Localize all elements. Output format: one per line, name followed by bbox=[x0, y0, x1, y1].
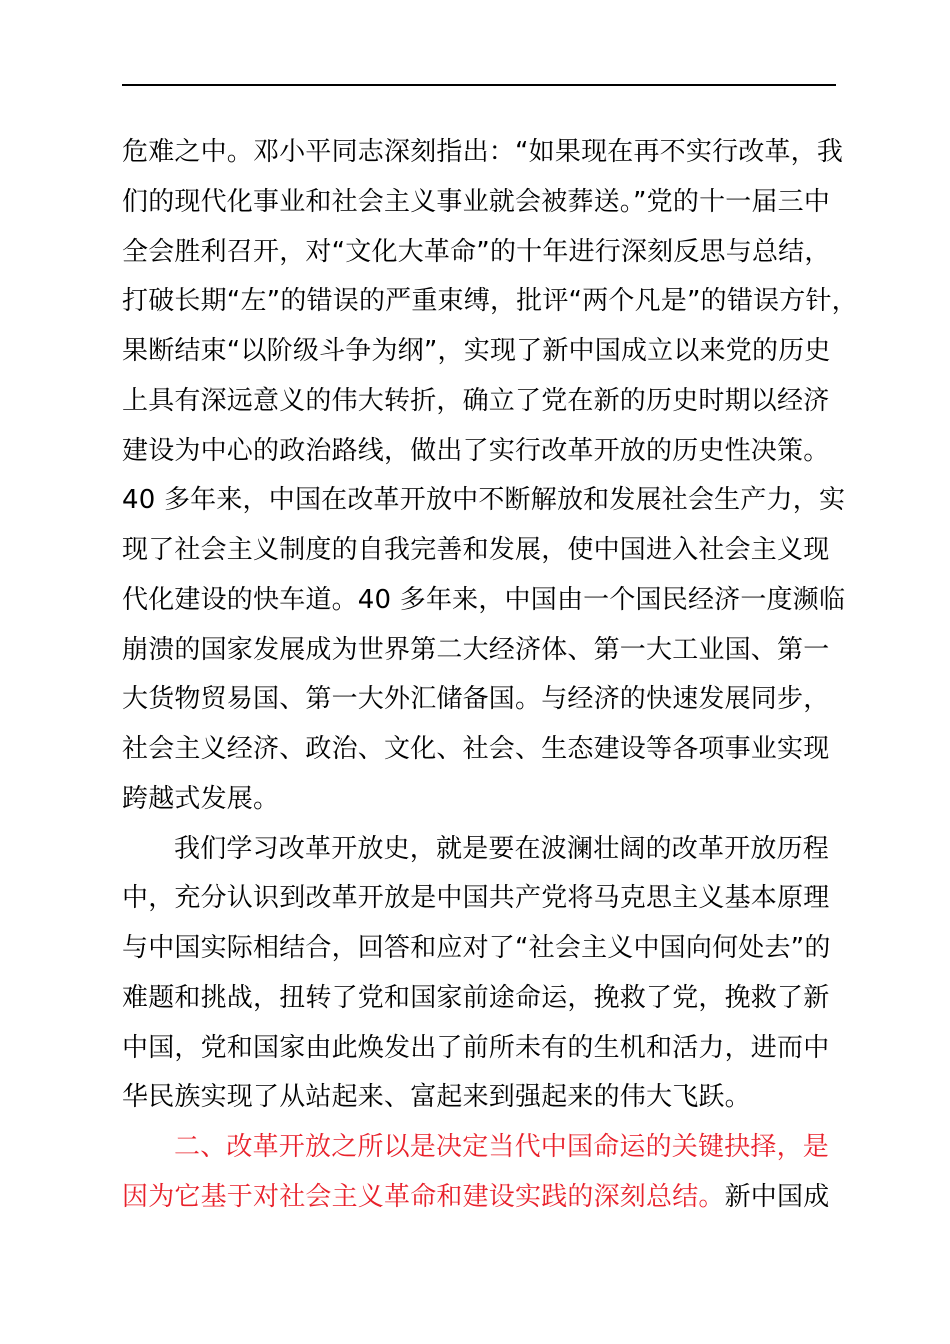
text-line: 华民族实现了从站起来、富起来到强起来的伟大飞跃。 bbox=[122, 1082, 751, 1113]
section-heading-line: 二、改革开放之所以是决定当代中国命运的关键抉择，是 bbox=[174, 1132, 830, 1162]
body-black-segment: 新中国成 bbox=[724, 1181, 830, 1212]
text-line: 果断结束“以阶级斗争为纲”，实现了新中国成立以来党的历史 bbox=[122, 336, 831, 366]
text-line: 40 多年来，中国在改革开放中不断解放和发展社会生产力，实 bbox=[122, 485, 846, 516]
text-line: 社会主义经济、政治、文化、社会、生态建设等各项事业实现 bbox=[122, 734, 830, 764]
paragraph-first-line: 我们学习改革开放史，就是要在波澜壮阔的改革开放历程 bbox=[174, 833, 830, 864]
text-line: 打破长期“左”的错误的严重束缚，批评“两个凡是”的错误方针， bbox=[122, 286, 858, 317]
header-rule bbox=[122, 84, 836, 86]
heading-red-segment: 因为它基于对社会主义革命和建设实践的深刻总结。 bbox=[122, 1181, 725, 1212]
text-line: 中，充分认识到改革开放是中国共产党将马克思主义基本原理 bbox=[122, 883, 830, 914]
text-line: 跨越式发展。 bbox=[122, 783, 280, 814]
body-text bbox=[122, 128, 858, 1223]
text-line: 上具有深远意义的伟大转折，确立了党在新的历史时期以经济 bbox=[122, 385, 830, 416]
section-heading-continuation bbox=[122, 1173, 852, 1223]
text-line: 代化建设的快车道。40 多年来，中国由一个国民经济一度濒临 bbox=[122, 584, 846, 615]
text-line: 全会胜利召开，对“文化大革命”的十年进行深刻反思与总结， bbox=[122, 236, 831, 267]
text-line: 危难之中。邓小平同志深刻指出：“如果现在再不实行改革，我 bbox=[122, 137, 844, 167]
text-line: 崩溃的国家发展成为世界第二大经济体、第一大工业国、第一 bbox=[122, 634, 830, 665]
text-line: 难题和挑战，扭转了党和国家前途命运，挽救了党，挽救了新 bbox=[122, 982, 830, 1013]
text-line: 现了社会主义制度的自我完善和发展，使中国进入社会主义现 bbox=[122, 535, 830, 565]
text-line: 中国，党和国家由此焕发出了前所未有的生机和活力，进而中 bbox=[122, 1032, 830, 1063]
text-line: 们的现代化事业和社会主义事业就会被葬送。”党的十一届三中 bbox=[122, 186, 831, 217]
text-line: 建设为中心的政治路线，做出了实行改革开放的历史性决策。 bbox=[122, 435, 830, 466]
text-line: 大货物贸易国、第一大外汇储备国。与经济的快速发展同步， bbox=[122, 684, 830, 715]
text-line: 与中国实际相结合，回答和应对了“社会主义中国向何处去”的 bbox=[122, 933, 831, 963]
